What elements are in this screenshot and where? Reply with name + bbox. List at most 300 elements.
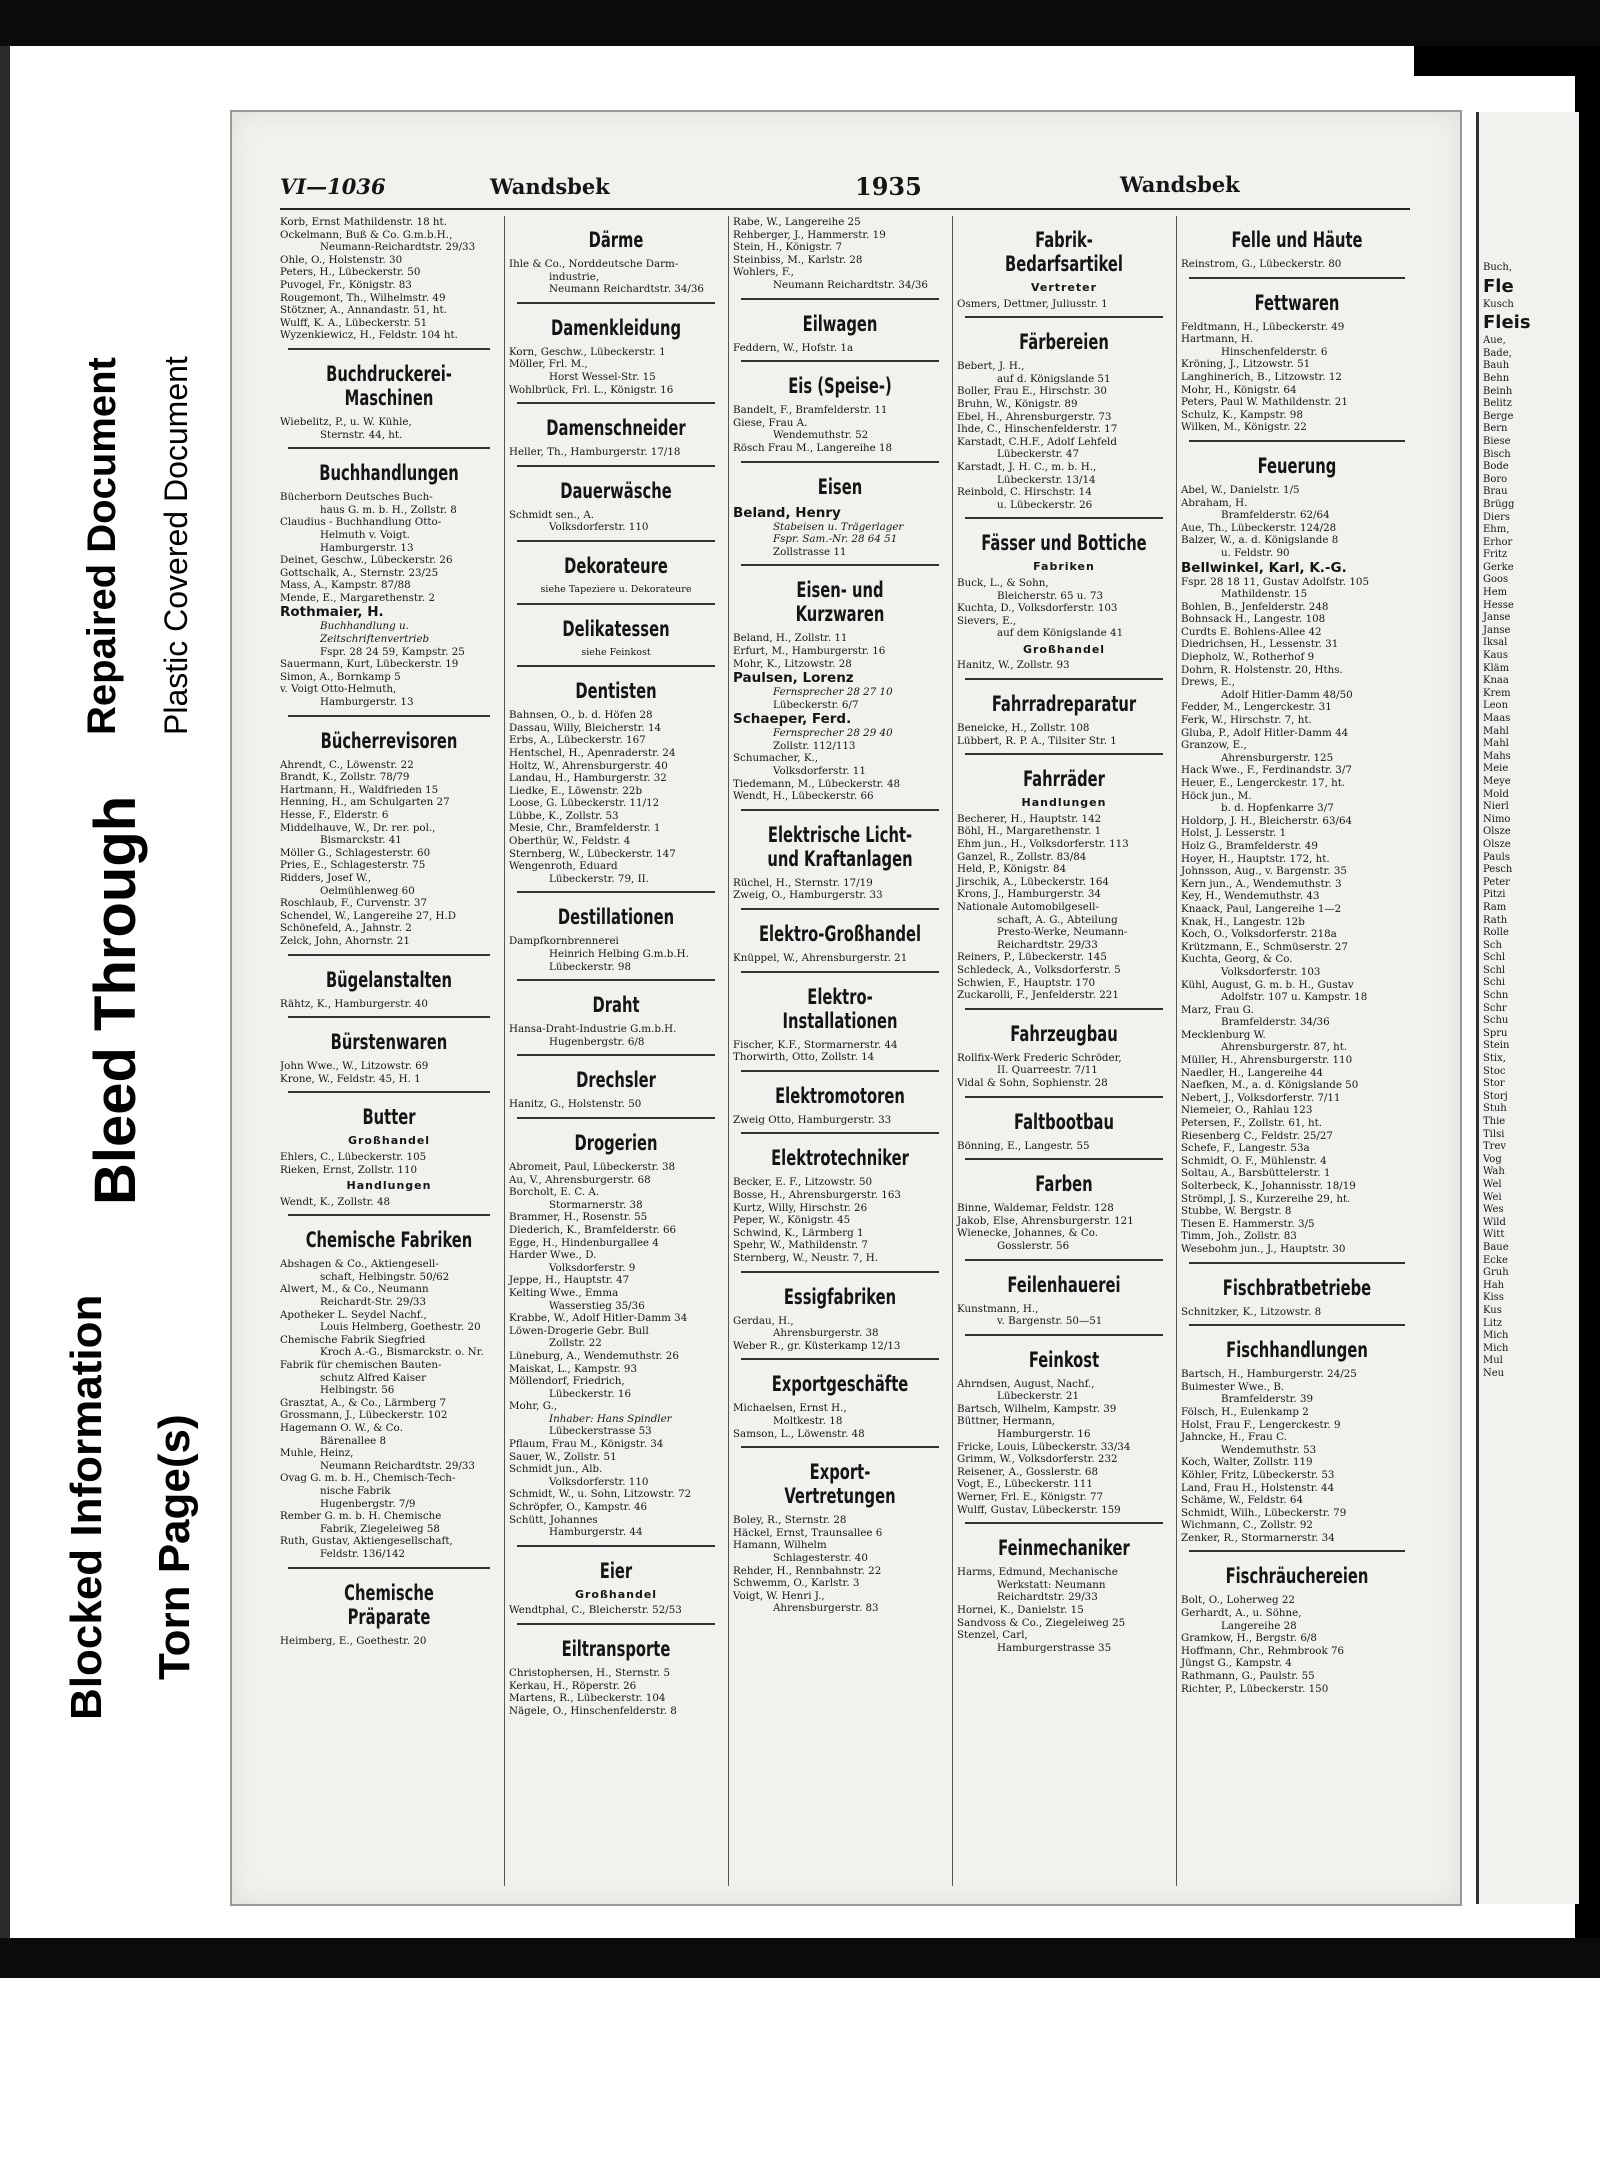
directory-entry: Egge, H., Hindenburgallee 4 <box>509 1236 659 1249</box>
directory-entry: Marz, Frau G. <box>1181 1003 1254 1016</box>
directory-entry: Hentschel, H., Apenraderstr. 24 <box>509 746 676 759</box>
directory-entry-continuation: Kroch A.-G., Bismarckstr. o. Nr. <box>320 1346 484 1359</box>
directory-entry: Schledeck, A., Volksdorferstr. 5 <box>957 963 1121 976</box>
directory-entry-italic: Inhaber: Hans Spindler <box>549 1412 672 1425</box>
directory-entry: Mende, E., Margarethenstr. 2 <box>280 591 435 604</box>
directory-entry-continuation: Stormarnerstr. 38 <box>549 1198 643 1211</box>
directory-entry: Grimm, W., Volksdorferstr. 232 <box>957 1453 1118 1466</box>
directory-entry: Schmidt, W., u. Sohn, Litzowstr. 72 <box>509 1488 692 1501</box>
directory-entry: Koch, O., Volksdorferstr. 218a <box>1181 928 1337 941</box>
directory-entry-continuation: II. Quarreestr. 7/11 <box>997 1064 1098 1077</box>
directory-entry-continuation: Feldstr. 136/142 <box>320 1547 406 1560</box>
fragment-entry: Janse <box>1483 612 1511 624</box>
directory-entry-continuation: Adolf Hitler-Damm 48/50 <box>1221 688 1353 701</box>
directory-entry: Pries, E., Schlagesterstr. 75 <box>280 859 426 872</box>
directory-entry-continuation: schaft, A. G., Abteilung <box>997 913 1118 926</box>
directory-entry-continuation: auf d. Königslande 51 <box>997 372 1111 385</box>
directory-entry: Koch, Walter, Zollstr. 119 <box>1181 1456 1313 1469</box>
fragment-entry: Gruh <box>1483 1267 1509 1279</box>
directory-entry: Bosse, H., Ahrensburgerstr. 163 <box>733 1189 901 1201</box>
directory-entry: Ockelmann, Buß & Co. G.m.b.H., <box>280 228 453 241</box>
fragment-entry: Erhor <box>1483 536 1513 548</box>
directory-entry: Reinbold, C. Hirschstr. 14 <box>957 486 1092 499</box>
fragment-entry: Rath <box>1483 914 1508 926</box>
directory-entry-bold: Paulsen, Lorenz <box>733 670 854 687</box>
directory-entry: Rember G. m. b. H. Chemische <box>280 1510 442 1523</box>
fragment-entry: Wei <box>1483 1191 1502 1203</box>
directory-entry: Wohlbrück, Frl. L., Königstr. 16 <box>509 383 674 396</box>
directory-entry: Wendt, K., Zollstr. 48 <box>280 1195 391 1208</box>
directory-entry: Becker, E. F., Litzowstr. 50 <box>733 1176 873 1189</box>
fragment-entry: Meie <box>1483 763 1509 775</box>
fragment-entry: Schl <box>1483 964 1506 976</box>
section-rule <box>517 1054 715 1056</box>
directory-entry: Schmidt, O. F., Mühlenstr. 4 <box>1181 1154 1327 1167</box>
directory-entry: Boley, R., Sternstr. 28 <box>733 1514 847 1527</box>
directory-entry: Kühl, August, G. m. b. H., Gustav <box>1181 978 1354 991</box>
directory-entry: Sauer, W., Zollstr. 51 <box>509 1450 617 1463</box>
directory-entry: Schönefeld, A., Jahnstr. 2 <box>280 922 412 935</box>
directory-entry: Rabe, W., Langereihe 25 <box>733 216 861 228</box>
directory-entry: Boller, Frau E., Hirschstr. 30 <box>957 385 1107 398</box>
fragment-entry: Gerke <box>1483 561 1514 573</box>
section-heading: Damenschneider <box>546 416 686 441</box>
section-rule <box>965 1522 1163 1524</box>
directory-entry-continuation: Helmuth v. Voigt. <box>320 528 410 541</box>
directory-entry-continuation: schutz Alfred Kaiser <box>320 1371 426 1384</box>
directory-entry-continuation: Lübeckerstr. 16 <box>549 1387 632 1400</box>
header-city-right: Wandsbek <box>1120 172 1240 197</box>
directory-entry-continuation: Mathildenstr. 15 <box>1221 588 1308 601</box>
directory-entry-continuation: Langereihe 28 <box>1221 1619 1297 1632</box>
directory-entry-continuation: auf dem Königslande 41 <box>997 627 1124 640</box>
fragment-entry: Wah <box>1483 1166 1505 1178</box>
section-rule <box>741 360 939 362</box>
directory-entry-italic: Fernsprecher 28 27 10 <box>773 686 893 699</box>
directory-entry: Hamann, Wilhelm <box>733 1539 827 1552</box>
stamp-repaired-document: Repaired Document <box>80 357 124 735</box>
directory-entry-continuation: Bramfelderstr. 39 <box>1221 1393 1314 1406</box>
section-heading: Eisen <box>817 474 863 499</box>
section-heading: Chemische Präparate <box>344 1580 434 1629</box>
directory-entry: Mesie, Chr., Bramfelderstr. 1 <box>509 822 661 835</box>
directory-entry-continuation: Ahrensburgerstr. 87, ht. <box>1221 1041 1348 1054</box>
directory-entry: Schmidt, Wilh., Lübeckerstr. 79 <box>1181 1506 1347 1519</box>
directory-entry: Hack Wwe., F., Ferdinandstr. 3/7 <box>1181 764 1352 777</box>
fragment-entry: Stuh <box>1483 1103 1507 1115</box>
directory-entry-continuation: Bärenallee 8 <box>320 1434 387 1447</box>
directory-entry: Fabrik für chemischen Bauten- <box>280 1359 442 1372</box>
directory-page <box>232 112 1460 1904</box>
directory-entry-bold: Beland, Henry <box>733 504 841 521</box>
fragment-entry: Bode <box>1483 461 1509 473</box>
directory-entry: Reisener, A., Gosslerstr. 68 <box>957 1465 1098 1478</box>
directory-column-5 <box>1176 216 1413 1886</box>
section-heading: Fischhandlungen <box>1226 1338 1368 1363</box>
fragment-entry: Trev <box>1483 1141 1507 1153</box>
directory-entry: Voigt, W. Henri J., <box>733 1589 825 1602</box>
directory-entry: Schröpfer, O., Kampstr. 46 <box>509 1501 648 1514</box>
fragment-entry: Schu <box>1483 1015 1509 1027</box>
fragment-entry: Wel <box>1483 1178 1502 1190</box>
directory-entry-continuation: nische Fabrik <box>320 1484 391 1497</box>
section-heading: Eiltransporte <box>561 1637 671 1661</box>
directory-entry: Grasztat, A., & Co., Lärmberg 7 <box>280 1396 447 1409</box>
directory-entry: Gerhardt, A., u. Söhne, <box>1181 1607 1302 1620</box>
section-heading: Fischräuchereien <box>1225 1564 1369 1589</box>
directory-entry: Wyzenkiewicz, H., Feldstr. 104 ht. <box>280 329 458 342</box>
directory-entry: Hansa-Draht-Industrie G.m.b.H. <box>509 1023 677 1036</box>
directory-entry-continuation: Oelmühlenweg 60 <box>320 884 415 897</box>
directory-entry: Höck jun., M. <box>1181 789 1252 802</box>
directory-entry-continuation: Bramfelderstr. 34/36 <box>1221 1016 1330 1029</box>
directory-entry: Wichmann, C., Zollstr. 92 <box>1181 1519 1313 1532</box>
section-heading: Elektrische Licht- und Kraftanlagen <box>767 822 913 871</box>
directory-entry-continuation: Hamburgerstr. 16 <box>997 1428 1091 1441</box>
directory-entry-continuation: Volksdorferstr. 9 <box>549 1261 636 1274</box>
directory-entry: Wienecke, Johannes, & Co. <box>957 1227 1099 1240</box>
directory-entry: Schütt, Johannes <box>509 1513 598 1526</box>
directory-entry-continuation: Bismarckstr. 41 <box>320 834 402 847</box>
directory-entry-continuation: Ahrensburgerstr. 125 <box>1221 751 1334 764</box>
directory-entry: Beland, H., Zollstr. 11 <box>733 632 848 645</box>
directory-entry-continuation: Zollstr. 22 <box>549 1337 602 1350</box>
directory-entry: Bönning, E., Langestr. 55 <box>957 1139 1090 1152</box>
directory-entry: John Wwe., W., Litzowstr. 69 <box>280 1060 429 1073</box>
directory-entry: Aue, Th., Lübeckerstr. 124/28 <box>1181 521 1337 534</box>
fragment-entry: Kus <box>1483 1304 1502 1316</box>
directory-entry: Maiskat, L., Kampstr. 93 <box>509 1362 638 1375</box>
directory-entry: Schmidt sen., A. <box>509 508 595 521</box>
fragment-entry: Berge <box>1483 410 1514 422</box>
directory-entry: Solterbeck, K., Johannisstr. 18/19 <box>1181 1180 1356 1192</box>
directory-entry-continuation: Volksdorferstr. 110 <box>549 1475 649 1488</box>
directory-entry: Ahrendt, C., Löwenstr. 22 <box>280 758 414 771</box>
directory-entry-italic: Fernsprecher 28 29 40 <box>773 727 893 740</box>
fragment-entry: Krem <box>1483 687 1511 699</box>
directory-entry-continuation: Reichardtstr. 29/33 <box>997 938 1098 951</box>
subsection-label: Handlungen <box>1021 796 1107 810</box>
fragment-entry: Mahl <box>1483 725 1509 737</box>
directory-entry: Reiners, P., Lübeckerstr. 145 <box>957 951 1107 964</box>
directory-entry: Wulff, Gustav, Lübeckerstr. 159 <box>957 1503 1121 1516</box>
directory-entry: Apotheker L. Seydel Nachf., <box>280 1308 427 1321</box>
section-heading: Faltbootbau <box>1014 1109 1114 1134</box>
directory-entry: Heimberg, E., Goethestr. 20 <box>280 1634 427 1647</box>
directory-entry: Richter, P., Lübeckerstr. 150 <box>1181 1682 1329 1695</box>
section-rule <box>965 1259 1163 1261</box>
section-heading: Fischbratbetriebe <box>1222 1275 1372 1300</box>
directory-entry: Wohlers, F., <box>733 266 794 279</box>
directory-entry: Möller, Frl. M., <box>509 358 588 371</box>
section-rule <box>741 908 939 910</box>
fragment-entry: Meye <box>1483 775 1511 787</box>
fragment-heading: Fle <box>1483 275 1514 297</box>
section-heading: Fabrik-Bedarfsartikel <box>1005 228 1123 276</box>
directory-entry-italic: Buchhandlung u. <box>320 620 409 633</box>
section-heading: Drechsler <box>576 1068 656 1093</box>
fragment-entry: Maas <box>1483 713 1511 724</box>
section-heading: Buchhandlungen <box>319 461 459 486</box>
directory-entry: Bruhn, W., Königstr. 89 <box>957 397 1078 410</box>
section-heading: Dauerwäsche <box>560 478 672 503</box>
directory-entry: Fricke, Louis, Lübeckerstr. 33/34 <box>957 1440 1131 1453</box>
directory-entry: Lüneburg, A., Wendemuthstr. 26 <box>509 1349 679 1362</box>
directory-entry: Stein, H., Königstr. 7 <box>733 241 842 254</box>
directory-entry: Hornei, K., Danielstr. 15 <box>957 1604 1084 1616</box>
directory-entry: Peper, W., Königstr. 45 <box>733 1214 851 1227</box>
directory-entry-bold: Bellwinkel, Karl, K.-G. <box>1181 559 1347 576</box>
running-header <box>280 172 1410 204</box>
section-heading: Därme <box>588 228 644 252</box>
directory-entry-continuation: Sternstr. 44, ht. <box>320 428 403 441</box>
directory-entry: Au, V., Ahrensburgerstr. 68 <box>509 1173 651 1186</box>
directory-entry: Holtz, W., Ahrensburgerstr. 40 <box>509 759 668 772</box>
directory-entry: Häckel, Ernst, Traunsallee 6 <box>733 1526 883 1539</box>
section-rule <box>1189 440 1405 442</box>
directory-entry: Vidal & Sohn, Sophienstr. 28 <box>957 1076 1108 1089</box>
directory-entry-continuation: Bramfelderstr. 62/64 <box>1221 509 1330 522</box>
fragment-entry: Brügg <box>1483 498 1515 510</box>
stamp-plastic-covered-document: Plastic Covered Document <box>158 356 194 735</box>
section-heading: Fahrräder <box>1023 767 1105 792</box>
fragment-entry: Kaus <box>1483 650 1509 662</box>
directory-entry: Peters, Paul W. Mathildenstr. 21 <box>1181 396 1348 409</box>
directory-entry: Zuckarolli, F., Jenfelderstr. 221 <box>957 989 1119 1002</box>
directory-entry: Ridders, Josef W., <box>280 871 372 884</box>
directory-entry: Kern jun., A., Wendemuthstr. 3 <box>1181 877 1342 890</box>
directory-entry: Key, H., Wendemuthstr. 43 <box>1181 890 1320 903</box>
directory-entry: Kelting Wwe., Emma <box>509 1286 619 1299</box>
section-heading: Farben <box>1035 1172 1093 1197</box>
directory-entry: Heller, Th., Hamburgerstr. 17/18 <box>509 446 681 459</box>
directory-entry: Korb, Ernst Mathildenstr. 18 ht. <box>280 216 447 228</box>
section-heading: Drogerien <box>574 1131 658 1155</box>
fragment-entry: Brau <box>1483 486 1508 498</box>
directory-entry: Werner, Frl. E., Königstr. 77 <box>957 1491 1104 1504</box>
fragment-entry: Bade, <box>1483 347 1512 359</box>
fragment-entry: Aue, <box>1483 335 1506 347</box>
directory-entry: Rollfix-Werk Frederic Schröder, <box>957 1051 1122 1064</box>
directory-entry: Land, Frau H., Holstenstr. 44 <box>1181 1481 1335 1494</box>
directory-entry: Beneicke, H., Zollstr. 108 <box>957 722 1090 735</box>
directory-entry: Diederich, K., Bramfelderstr. 66 <box>509 1223 677 1236</box>
directory-entry-continuation: Werkstatt: Neumann <box>997 1578 1106 1591</box>
fragment-heading: Fleis <box>1483 312 1531 334</box>
directory-entry: Bartsch, Wilhelm, Kampstr. 39 <box>957 1402 1117 1415</box>
fragment-entry: Spru <box>1483 1027 1508 1039</box>
section-rule <box>965 753 1163 755</box>
header-year: 1935 <box>855 172 922 201</box>
section-heading: Essigfabriken <box>783 1284 897 1309</box>
directory-entry: Claudius - Buchhandlung Otto- <box>280 516 442 529</box>
directory-entry: Büttner, Hermann, <box>957 1415 1055 1428</box>
section-rule <box>517 1623 715 1625</box>
fragment-entry: Schl <box>1483 952 1506 964</box>
directory-entry-continuation: v. Bargenstr. 50—51 <box>997 1315 1103 1328</box>
fragment-entry: Bauh <box>1483 360 1510 372</box>
directory-entry-continuation: Lübeckerstr. 6/7 <box>773 698 859 711</box>
directory-entry: Martens, R., Lübeckerstr. 104 <box>509 1692 666 1705</box>
directory-entry: Fischer, K.F., Stormarnerstr. 44 <box>733 1038 898 1051</box>
directory-entry: Nebert, J., Volksdorferstr. 7/11 <box>1181 1091 1341 1104</box>
directory-entry: Kerkau, H., Röperstr. 26 <box>509 1679 637 1692</box>
directory-entry: Mecklenburg W. <box>1181 1028 1266 1041</box>
directory-entry: Möllendorf, Friedrich, <box>509 1375 625 1388</box>
directory-entry: Hartmann, H., Waldfrieden 15 <box>280 783 439 796</box>
directory-entry-continuation: Wasserstieg 35/36 <box>549 1299 645 1312</box>
directory-entry: Kurtz, Willy, Hirschstr. 26 <box>733 1201 868 1214</box>
fragment-entry: Hem <box>1483 587 1508 599</box>
directory-entry: Dassau, Willy, Bleicherstr. 14 <box>509 721 662 734</box>
section-rule <box>965 1096 1163 1098</box>
directory-entry: Brammer, H., Rosenstr. 55 <box>509 1211 648 1224</box>
fragment-entry: Stor <box>1483 1078 1505 1090</box>
section-rule <box>1189 1262 1405 1264</box>
directory-entry: Zweig Otto, Hamburgerstr. 33 <box>733 1113 892 1126</box>
directory-entry: Rieken, Ernst, Zollstr. 110 <box>280 1163 418 1176</box>
directory-entry-continuation: Lübeckerstr. 13/14 <box>997 473 1096 486</box>
directory-entry-continuation: Presto-Werke, Neumann- <box>997 926 1128 939</box>
directory-entry-continuation: Fabrik, Ziegeleiweg 58 <box>320 1522 440 1535</box>
section-rule <box>741 461 939 463</box>
fragment-entry: Buch, <box>1483 262 1513 273</box>
directory-entry: Lübbe, K., Zollstr. 53 <box>509 809 619 822</box>
directory-entry: Osmers, Dettmer, Juliusstr. 1 <box>957 297 1108 310</box>
section-heading: Draht <box>592 993 640 1018</box>
section-rule <box>288 348 490 350</box>
fragment-entry: Stoc <box>1483 1065 1506 1077</box>
fragment-entry: Behn <box>1483 372 1510 384</box>
directory-entry-continuation: Volksdorferstr. 110 <box>549 521 649 534</box>
directory-entry: Rougemont, Th., Wilhelmstr. 49 <box>280 291 446 304</box>
subsection-label: Vertreter <box>1030 281 1098 294</box>
section-heading: Elektromotoren <box>775 1083 905 1108</box>
directory-entry: Gluba, P., Adolf Hitler-Damm 44 <box>1181 726 1349 739</box>
fragment-entry: Schi <box>1483 977 1506 989</box>
directory-entry: Wiebelitz, P., u. W. Kühle, <box>280 415 412 428</box>
directory-entry: Krabbe, W., Adolf Hitler-Damm 34 <box>509 1312 688 1325</box>
section-rule <box>517 302 715 304</box>
section-rule <box>1189 277 1405 279</box>
section-heading: Eilwagen <box>802 311 878 336</box>
directory-entry: Krons, J., Hamburgerstr. 34 <box>957 888 1101 901</box>
directory-entry: Sandvoss & Co., Ziegeleiweg 25 <box>957 1616 1126 1629</box>
directory-entry: Jüngst G., Kampstr. 4 <box>1181 1657 1292 1670</box>
directory-entry: Wengenroth, Eduard <box>509 860 618 873</box>
directory-entry: Rehberger, J., Hammerstr. 19 <box>733 228 886 241</box>
directory-entry: Rösch Frau M., Langereihe 18 <box>733 441 893 454</box>
directory-entry: Curdts E. Bohlens-Allee 42 <box>1181 625 1322 638</box>
directory-entry: Middelhauve, W., Dr. rer. pol., <box>280 821 436 834</box>
fragment-entry: Knaa <box>1483 675 1509 687</box>
fragment-entry: Mahs <box>1483 750 1511 762</box>
section-rule <box>965 678 1163 680</box>
section-rule <box>741 1132 939 1134</box>
directory-entry-italic: Zeitschriftenvertrieb <box>320 633 430 646</box>
directory-entry: Ruth, Gustav, Aktiengesellschaft, <box>280 1535 453 1548</box>
film-border-top <box>0 0 1600 46</box>
fragment-entry: Sch <box>1483 939 1502 951</box>
directory-entry-continuation: Neumann Reichardtstr. 29/33 <box>320 1459 475 1472</box>
section-rule <box>741 809 939 811</box>
directory-entry: Schmidt jun., Alb. <box>509 1463 603 1476</box>
directory-entry: Bohlen, B., Jenfelderstr. 248 <box>1181 600 1329 613</box>
section-rule <box>517 465 715 467</box>
directory-entry-continuation: industrie, <box>549 270 600 283</box>
directory-entry: Bohnsack H., Langestr. 108 <box>1181 613 1326 626</box>
directory-entry: Grossmann, J., Lübeckerstr. 102 <box>280 1409 448 1422</box>
directory-entry: Oberthür, W., Feldstr. 4 <box>509 835 631 848</box>
fragment-entry: Janse <box>1483 624 1511 636</box>
directory-entry: Vogt, E., Lübeckerstr. 111 <box>957 1478 1093 1491</box>
subsection-label: Handlungen <box>346 1179 432 1193</box>
directory-entry: Sternberg, W., Lübeckerstr. 147 <box>509 847 676 860</box>
directory-entry: Kunstmann, H., <box>957 1302 1039 1315</box>
directory-entry: Mass, A., Kampstr. 87/88 <box>280 579 411 592</box>
directory-entry: Ihle & Co., Norddeutsche Darm- <box>509 258 679 270</box>
directory-entry-continuation: Hinschenfelderstr. 6 <box>1221 345 1328 358</box>
directory-entry: Diedrichsen, H., Lessenstr. 31 <box>1181 638 1339 651</box>
directory-entry: Krützmann, E., Schmüserstr. 27 <box>1181 940 1348 953</box>
film-border-bottom <box>0 1938 1600 1978</box>
section-rule <box>517 603 715 605</box>
fragment-entry: Bern <box>1483 423 1508 435</box>
directory-entry: Chemische Fabrik Siegfried <box>280 1333 426 1346</box>
fragment-entry: Wes <box>1483 1204 1504 1216</box>
section-rule <box>741 1271 939 1273</box>
section-rule <box>965 1008 1163 1010</box>
directory-entry-continuation: Wendemuthstr. 52 <box>773 429 869 442</box>
fragment-entry: Tilsi <box>1483 1128 1505 1140</box>
directory-entry: Rüchel, H., Sternstr. 17/19 <box>733 876 873 889</box>
section-heading: Buchdruckerei-Maschinen <box>326 361 452 410</box>
fragment-entry: Mich <box>1483 1330 1509 1342</box>
directory-entry: Gerdau, H., <box>733 1314 794 1327</box>
fragment-entry: Thie <box>1483 1116 1506 1127</box>
directory-entry: Gramkow, H., Bergstr. 6/8 <box>1181 1632 1317 1645</box>
directory-entry-continuation: Ahrensburgerstr. 83 <box>773 1602 879 1615</box>
directory-entry: Harms, Edmund, Mechanische <box>957 1566 1118 1579</box>
directory-entry: Alwert, M., & Co., Neumann <box>280 1283 429 1296</box>
fragment-entry: Kiss <box>1483 1292 1504 1304</box>
directory-entry: Nationale Automobilgesell- <box>957 901 1099 913</box>
directory-entry: Spehr, W., Mathildenstr. 7 <box>733 1239 868 1252</box>
directory-entry: Mohr, H., Königstr. 64 <box>1181 383 1297 396</box>
fragment-entry: Neu <box>1483 1367 1505 1379</box>
directory-entry: Schumacher, K., <box>733 752 819 765</box>
directory-entry: Holst, J. Lesserstr. 1 <box>1181 827 1287 840</box>
directory-entry: Wendtphal, C., Bleicherstr. 52/53 <box>509 1604 682 1617</box>
directory-entry: Hanitz, G., Holstenstr. 50 <box>509 1098 642 1111</box>
fragment-entry: Nimo <box>1483 813 1511 825</box>
directory-entry: Heuer, E., Lengerckestr. 17, ht. <box>1181 777 1346 789</box>
fragment-entry: Bisch <box>1483 448 1511 460</box>
directory-entry: Holdorp, J. H., Bleicherstr. 63/64 <box>1181 814 1353 827</box>
directory-entry: Hoffmann, Chr., Rehmbrook 76 <box>1181 1644 1345 1657</box>
fragment-entry: Schr <box>1483 1002 1507 1014</box>
section-heading: Eier <box>599 1558 633 1583</box>
directory-entry: Zenker, R., Stormarnerstr. 34 <box>1181 1531 1335 1544</box>
directory-entry: Ahrndsen, August, Nachf., <box>957 1377 1095 1390</box>
directory-entry-continuation: Hugenbergstr. 6/8 <box>549 1035 645 1048</box>
fragment-entry: Ehm, <box>1483 524 1510 536</box>
directory-entry: Johnsson, Aug., v. Bargenstr. 35 <box>1181 865 1347 878</box>
fragment-entry: Ecke <box>1483 1254 1508 1266</box>
directory-entry: Böhl, H., Margarethenstr. 1 <box>957 825 1102 838</box>
directory-entry: Schwemm, O., Karlstr. 3 <box>733 1577 860 1590</box>
fragment-entry: Olsze <box>1483 838 1511 850</box>
